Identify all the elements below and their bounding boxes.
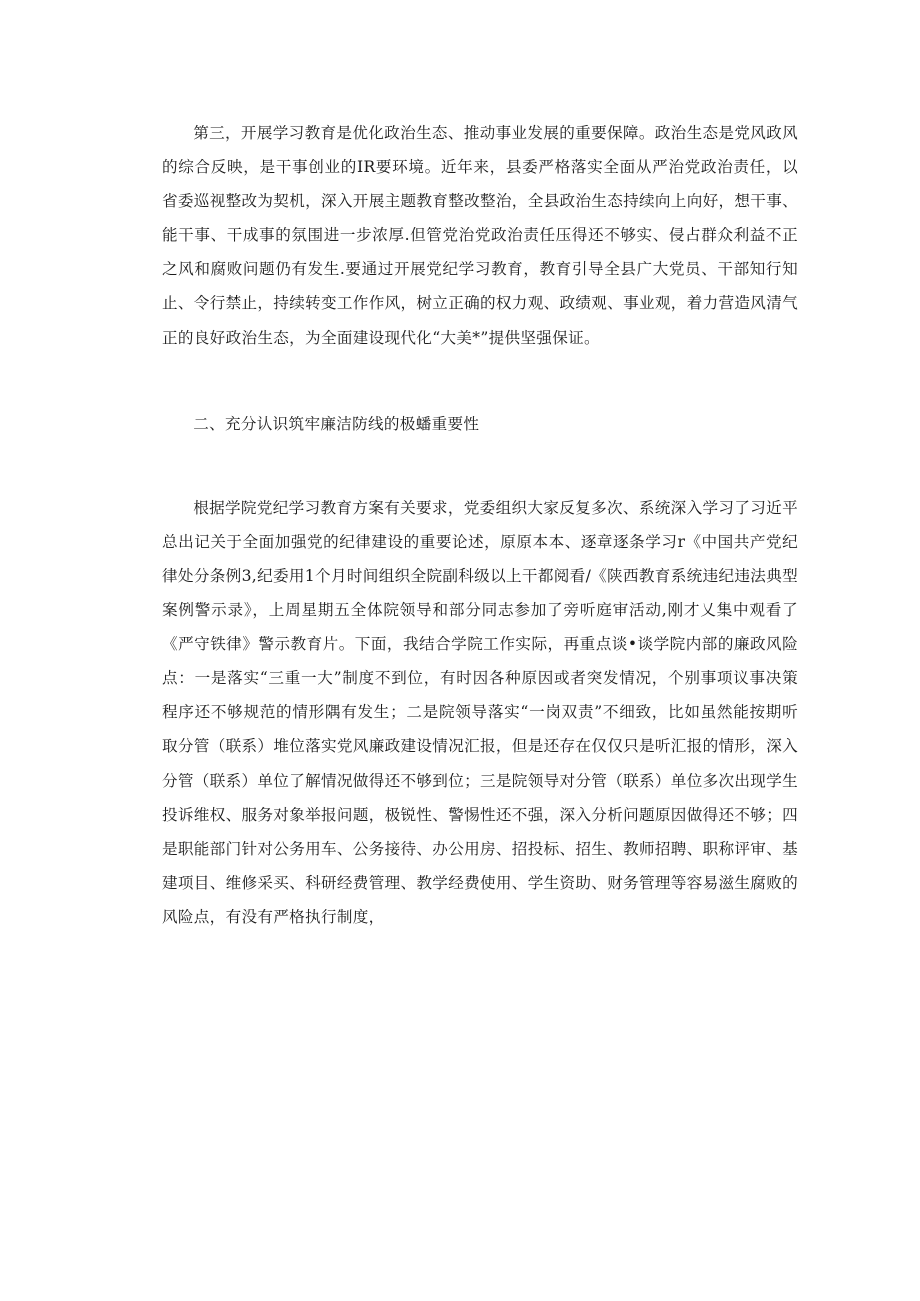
paragraph-risk-points: 根据学院党纪学习教育方案有关要求，党委组织大家反复多次、系统深入学习了习近平总出记关于全面加强党的纪律建设的重要论述，原原本本、逐章逐条学习r《中国共产党纪律处分条例3,纪委用1个月时间组织全院副科级以上干都阅看/《陕西教育系统违纪违法典型案例警示录》，上周星期五全体院领导和部分同志参加了旁听庭审活动,刚才乂集中观看了《严守铁律》警示教育片。下面，我结合学院工作实际，再重点谈•谈学院内部的廉政风险点：一是落实“三重一大”制度不到位，有时因各种原因或者突发情况，个别事项议事决策程序还不够规范的情形隅有发生；二是院领导落实“一岗双责”不细致，比如虽然能按期听取分管（联系）堆位落实党风廉政建设情况汇报，但是还存在仅仅只是听汇报的情形，深入分管（联系）单位了解情况做得还不够到位；三是院领导对分管（联系）单位多次出现学生投诉维权、服务对象举报问题，极锐性、警惕性还不强，深入分析问题原因做得还不够；四是职能部门针对公务用车、公务接待、办公用房、招投标、招生、教师招聘、职称评审、基建项目、维修采买、科研经费管理、教学经费使用、学生资助、财务管理等容易滋生腐败的风险点，有没有严格执行制度， xyxy=(162,498,798,926)
paragraph-spacer xyxy=(162,355,798,407)
document-body xyxy=(162,116,798,934)
heading-spacer xyxy=(162,441,798,491)
paragraph-political-ecology: 第三，开展学习教育是优化政治生态、推动事业发展的重要保障。政治生态是党风政风的综合反映，是干事创业的IR要环境。近年来，县委严格落实全面从严治党政治责任，以省委巡视整改为契机，深入开展主题教育整改整治，全县政治生态持续向上向好，想干事、能干事、干成事的氛围进一步浓厚.但管党治党政治责任压得还不够实、侵占群众利益不正之风和腐败问题仍有发生.要通过开展党纪学习教育，教育引导全县广大党员、干部知行知止、令行禁止，持续转变工作作风，树立正确的权力观、政绩观、事业观，着力营造风清气正的良好政治生态，为全面建设现代化“大美*”提供坚强保证。 xyxy=(162,124,798,347)
section-heading-integrity: 二、充分认识筑牢廉洁防线的极蟠重要性 xyxy=(193,414,480,433)
